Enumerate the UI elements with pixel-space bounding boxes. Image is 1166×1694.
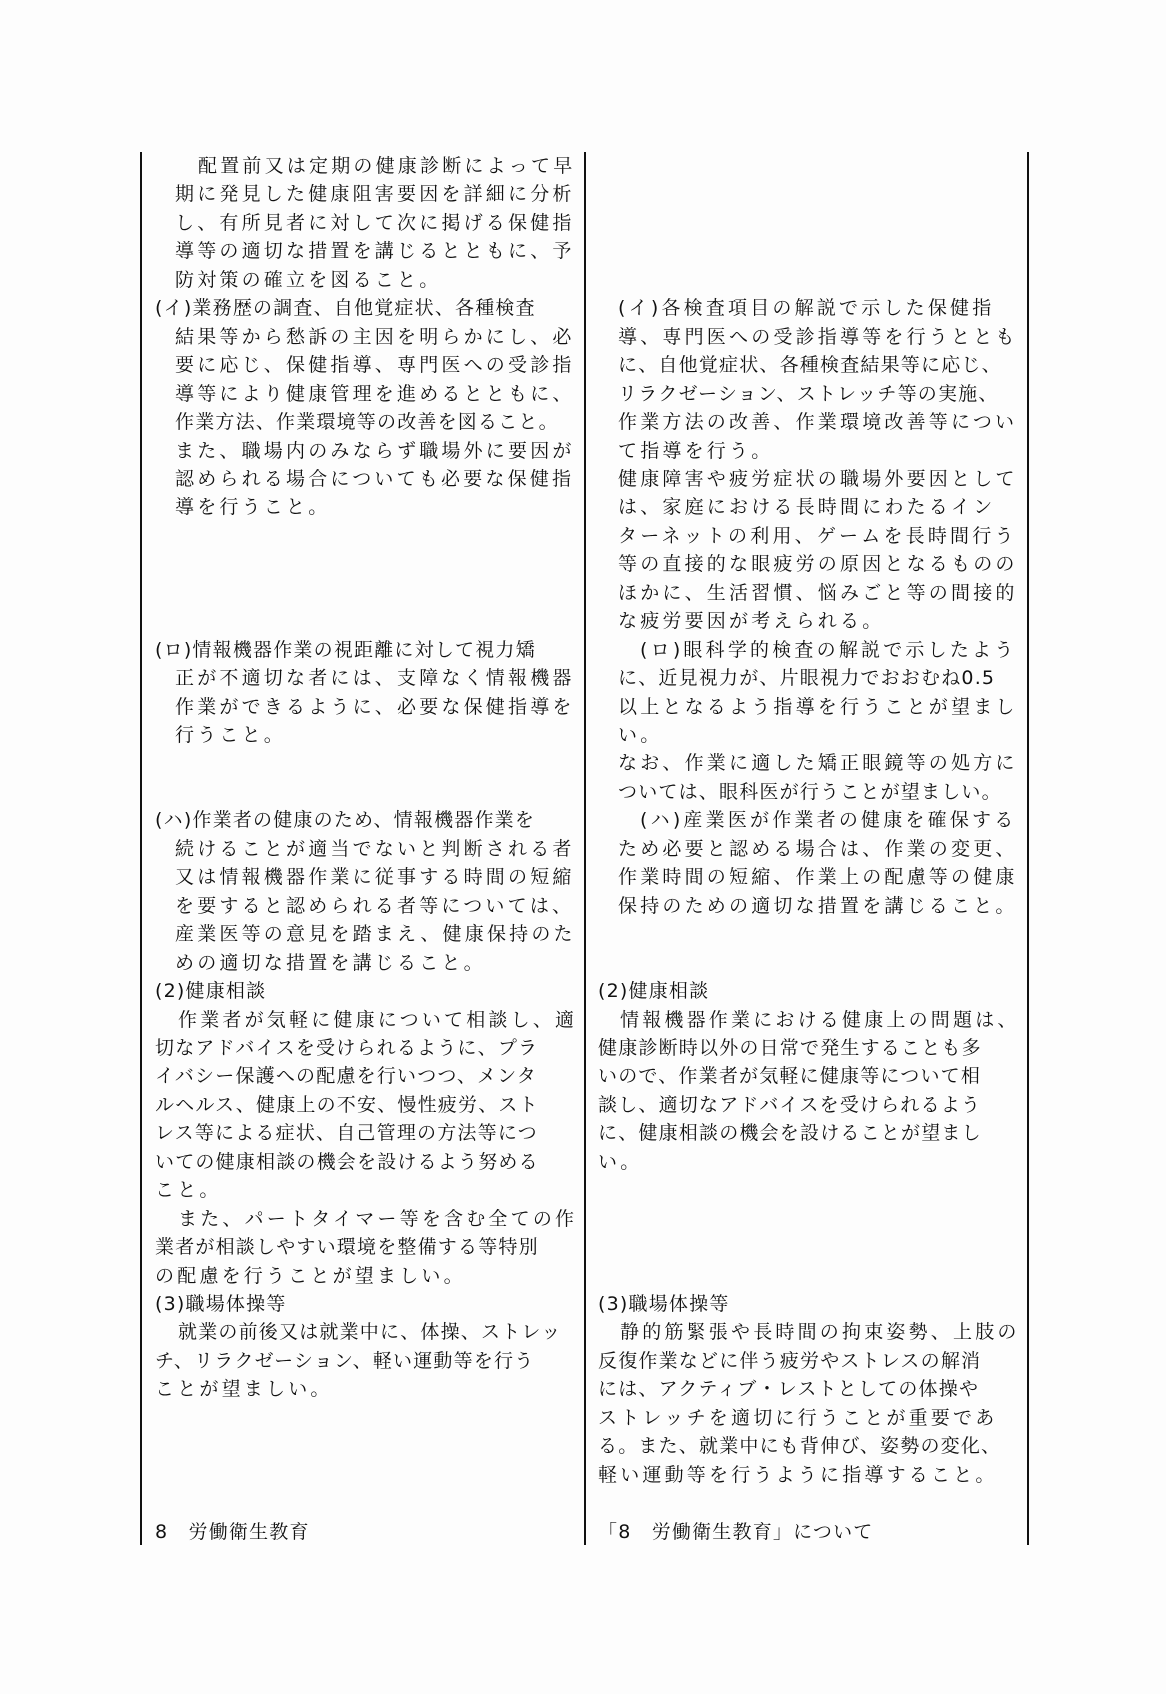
left-column-text-line: 作業ができるように、必要な保健指導を: [175, 696, 575, 718]
right-column-text-line: には、アクティブ・レストとしての体操や: [598, 1378, 980, 1400]
right-column-text-line: (3)職場体操等: [598, 1293, 730, 1315]
left-column-text-line: 配置前又は定期の健康診断によって早: [198, 155, 576, 177]
left-column-text-line: ルヘルス、健康上の不安、慢性疲労、スト: [155, 1094, 539, 1116]
right-column-text-line: なお、作業に適した矯正眼鏡等の処方に: [618, 752, 1018, 774]
left-column-text-line: 導等の適切な措置を講じるとともに、予: [175, 240, 575, 262]
right-column-text-line: 以上となるよう指導を行うことが望まし: [618, 696, 1018, 718]
right-column-text-line: に、近見視力が、片眼視力でおおむね0.5: [618, 667, 996, 689]
right-column-text-line: に、自他覚症状、各種検査結果等に応じ、: [618, 354, 1002, 376]
right-column-text-line: (イ)各検査項目の解説で示した保健指: [618, 297, 995, 319]
left-column-text-line: チ、リラクゼーション、軽い運動等を行う: [155, 1350, 535, 1372]
right-column-text-line: ほかに、生活習慣、悩みごと等の間接的: [618, 582, 1018, 604]
right-column-text-line: に、健康相談の機会を設けることが望まし: [598, 1122, 982, 1144]
left-column-text-line: の配慮を行うことが望ましい。: [155, 1265, 466, 1287]
right-column-text-line: (ハ)産業医が作業者の健康を確保する: [640, 809, 1017, 831]
left-column-text-line: 作業者が気軽に健康について相談し、適: [178, 1009, 578, 1031]
left-column-text-line: 行うこと。: [175, 724, 287, 746]
right-column-text-line: ストレッチを適切に行うことが重要であ: [598, 1407, 998, 1429]
left-column-text-line: 認められる場合についても必要な保健指: [175, 468, 575, 490]
right-column-text-line: リラクゼーション、ストレッチ等の実施、: [618, 383, 999, 405]
left-column-text-line: (2)健康相談: [155, 980, 267, 1002]
right-column-text-line: ターネットの利用、ゲームを長時間行う: [618, 525, 1017, 547]
right-column-text-line: 談し、適切なアドバイスを受けられるよう: [598, 1094, 982, 1116]
right-column-text-line: いので、作業者が気軽に健康等について相: [598, 1065, 982, 1087]
right-column-text-line: は、家庭における長時間にわたるイン: [618, 496, 996, 518]
left-column-text-line: 結果等から愁訴の主因を明らかにし、必: [175, 326, 575, 348]
left-column-text-line: 続けることが適当でないと判断される者: [175, 838, 575, 860]
right-column-text-line: い。: [598, 1151, 643, 1173]
left-column-text-line: こと。: [155, 1179, 222, 1201]
right-column-text-line: 健康診断時以外の日常で発生することも多: [598, 1037, 982, 1059]
right-column-text-line: 情報機器作業における健康上の問題は、: [620, 1009, 1020, 1031]
right-column-text-line: 反復作業などに伴う疲労やストレスの解消: [598, 1350, 982, 1372]
right-column-text-line: ついては、眼科医が行うことが望ましい。: [618, 781, 1002, 803]
right-column-text-line: 軽い運動等を行うように指導すること。: [598, 1464, 998, 1486]
right-column-text-line: (ロ)眼科学的検査の解説で示したよう: [640, 639, 1017, 661]
left-column-text-line: いての健康相談の機会を設けるよう努める: [155, 1151, 539, 1173]
left-column-text-line: 導等により健康管理を進めるとともに、: [175, 383, 575, 405]
left-column-text-line: 業者が相談しやすい環境を整備する等特別: [155, 1236, 539, 1258]
left-column-text-line: 防対策の確立を図ること。: [175, 269, 442, 291]
right-column-text-line: な疲労要因が考えられる。: [618, 610, 885, 632]
right-column-text-line: (2)健康相談: [598, 980, 710, 1002]
right-column-text-line: 健康障害や疲労症状の職場外要因として: [618, 468, 1018, 490]
right-column-text-line: る。また、就業中にも背伸び、姿勢の変化、: [598, 1435, 1002, 1457]
left-column-text-line: (ロ)情報機器作業の視距離に対して視力矯: [155, 639, 536, 661]
right-column-text-line: 「8 労働衛生教育」について: [598, 1521, 874, 1543]
left-column-text-line: 産業医等の意見を踏まえ、健康保持のた: [175, 923, 576, 945]
table-right-border: [1027, 152, 1029, 1545]
table-column-divider: [584, 152, 586, 1545]
table-left-border: [140, 152, 142, 1545]
left-column-text-line: めの適切な措置を講じること。: [175, 952, 486, 974]
left-column-text-line: 就業の前後又は就業中に、体操、ストレッ: [178, 1321, 562, 1343]
left-column-text-line: 要に応じ、保健指導、専門医への受診指: [175, 354, 575, 376]
left-column-text-line: また、パートタイマー等を含む全ての作: [178, 1208, 578, 1230]
right-column-text-line: い。: [618, 724, 663, 746]
left-column-text-line: 切なアドバイスを受けられるように、プラ: [155, 1037, 539, 1059]
left-column-text-line: ことが望ましい。: [155, 1378, 333, 1400]
right-column-text-line: 保持のための適切な措置を講じること。: [618, 895, 1018, 917]
left-column-text-line: イバシー保護への配慮を行いつつ、メンタ: [155, 1065, 537, 1087]
left-column-text-line: 又は情報機器作業に従事する時間の短縮: [175, 866, 575, 888]
right-column-text-line: 作業方法の改善、作業環境改善等につい: [618, 411, 1018, 433]
right-column-text-line: 等の直接的な眼疲労の原因となるものの: [618, 553, 1018, 575]
right-column-text-line: 静的筋緊張や長時間の拘束姿勢、上肢の: [620, 1321, 1020, 1343]
left-column-text-line: 8 労働衛生教育: [155, 1521, 310, 1543]
left-column-text-line: レス等による症状、自己管理の方法等につ: [155, 1122, 538, 1144]
left-column-text-line: し、有所見者に対して次に掲げる保健指: [175, 212, 575, 234]
right-column-text-line: ため必要と認める場合は、作業の変更、: [618, 838, 1018, 860]
left-column-text-line: を要すると認められる者等については、: [175, 895, 575, 917]
right-column-text-line: 作業時間の短縮、作業上の配慮等の健康: [618, 866, 1018, 888]
left-column-text-line: (イ)業務歴の調査、自他覚症状、各種検査: [155, 297, 536, 319]
left-column-text-line: 導を行うこと。: [175, 496, 331, 518]
left-column-text-line: 正が不適切な者には、支障なく情報機器: [175, 667, 575, 689]
left-column-text-line: (ハ)作業者の健康のため、情報機器作業を: [155, 809, 536, 831]
left-column-text-line: (3)職場体操等: [155, 1293, 287, 1315]
right-column-text-line: 導、専門医への受診指導等を行うととも: [618, 326, 1018, 348]
right-column-text-line: て指導を行う。: [618, 440, 774, 462]
left-column-text-line: 期に発見した健康阻害要因を詳細に分析: [175, 183, 575, 205]
left-column-text-line: また、職場内のみならず職場外に要因が: [175, 440, 575, 462]
left-column-text-line: 作業方法、作業環境等の改善を図ること。: [175, 411, 559, 433]
